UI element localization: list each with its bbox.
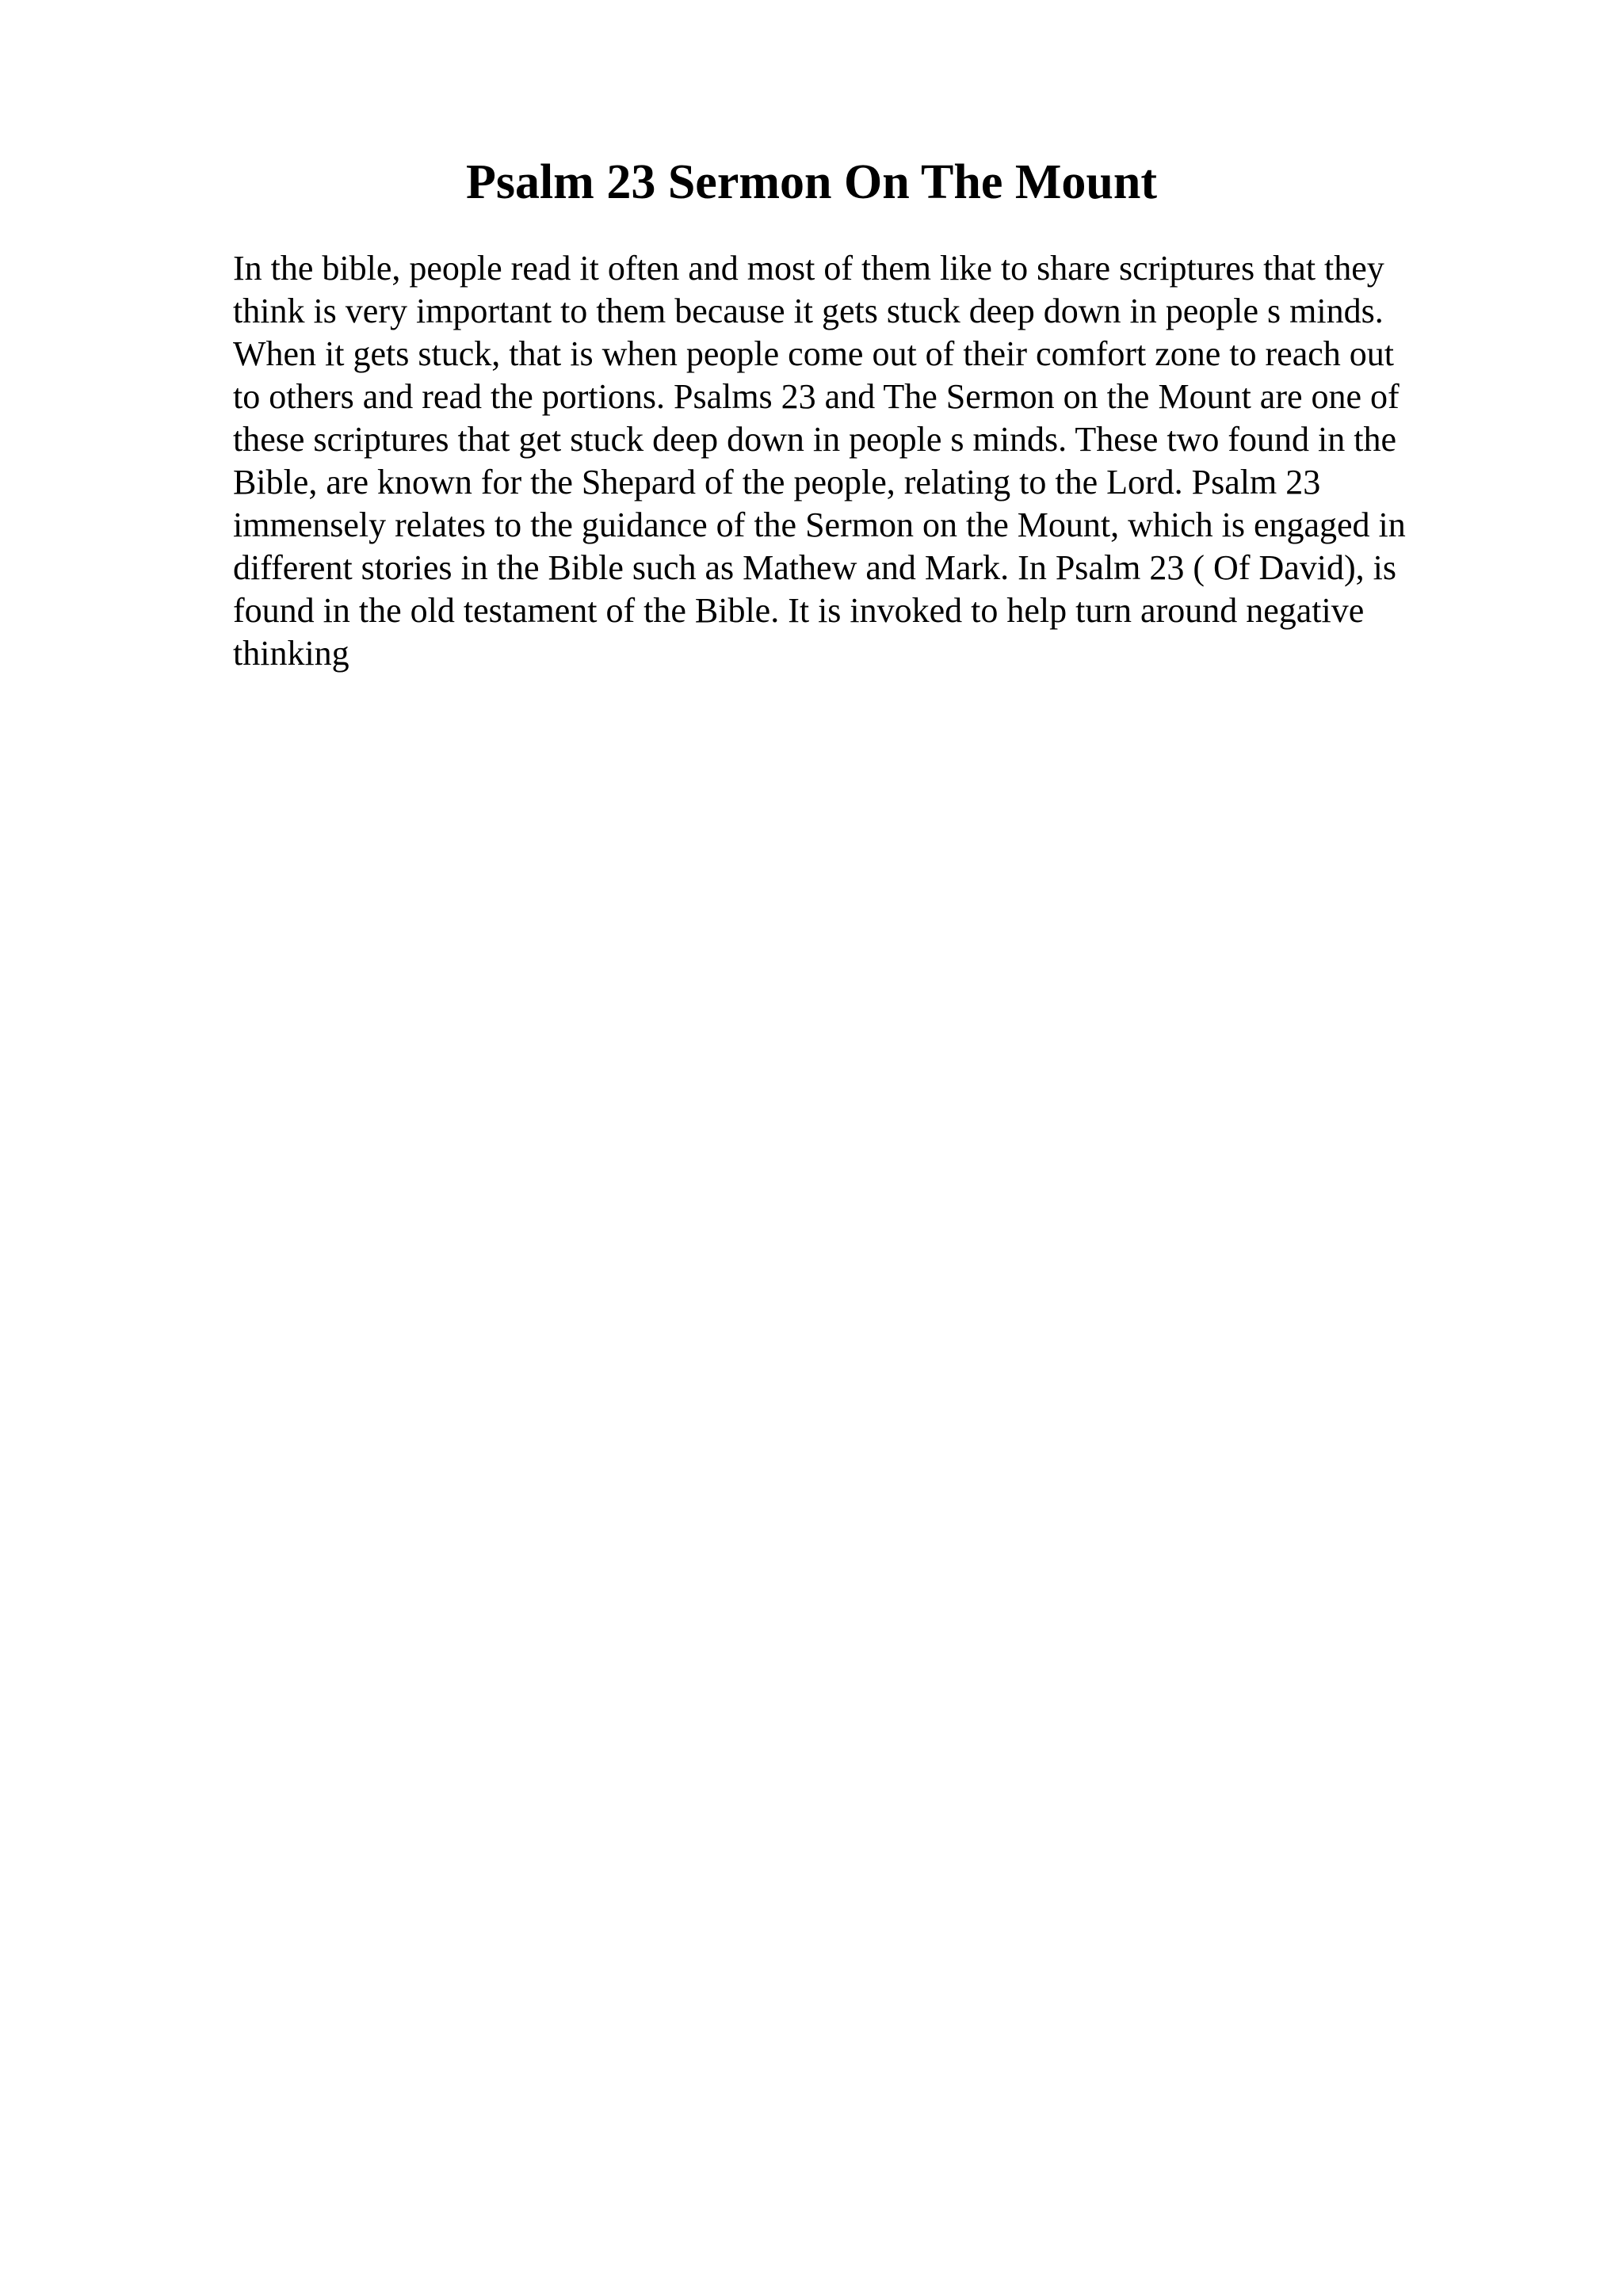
body-line: different stories in the Bible such as Mathew and Mark. In Psalm 23 ( Of David), is [233,548,1397,587]
body-line: immensely relates to the guidance of the Sermon on the Mount, which is engaged in [233,505,1406,544]
body-line: found in the old testament of the Bible. It is invoked to help turn around negative [233,591,1365,630]
body-line: In the bible, people read it often and most of them like to share scriptures that they [233,249,1384,288]
body-line: thinking [233,634,349,673]
document-title: Psalm 23 Sermon On The Mount [465,155,1158,209]
body-line: to others and read the portions. Psalms 23 and The Sermon on the Mount are one of [233,377,1400,416]
body-line: think is very important to them because it gets stuck deep down in people s minds. [233,292,1384,330]
body-line: these scriptures that get stuck deep down in people s minds. These two found in the [233,420,1397,459]
document-body [233,247,1517,675]
body-line: When it gets stuck, that is when people come out of their comfort zone to reach out [233,334,1394,373]
body-line: Bible, are known for the Shepard of the people, relating to the Lord. Psalm 23 [233,463,1321,502]
